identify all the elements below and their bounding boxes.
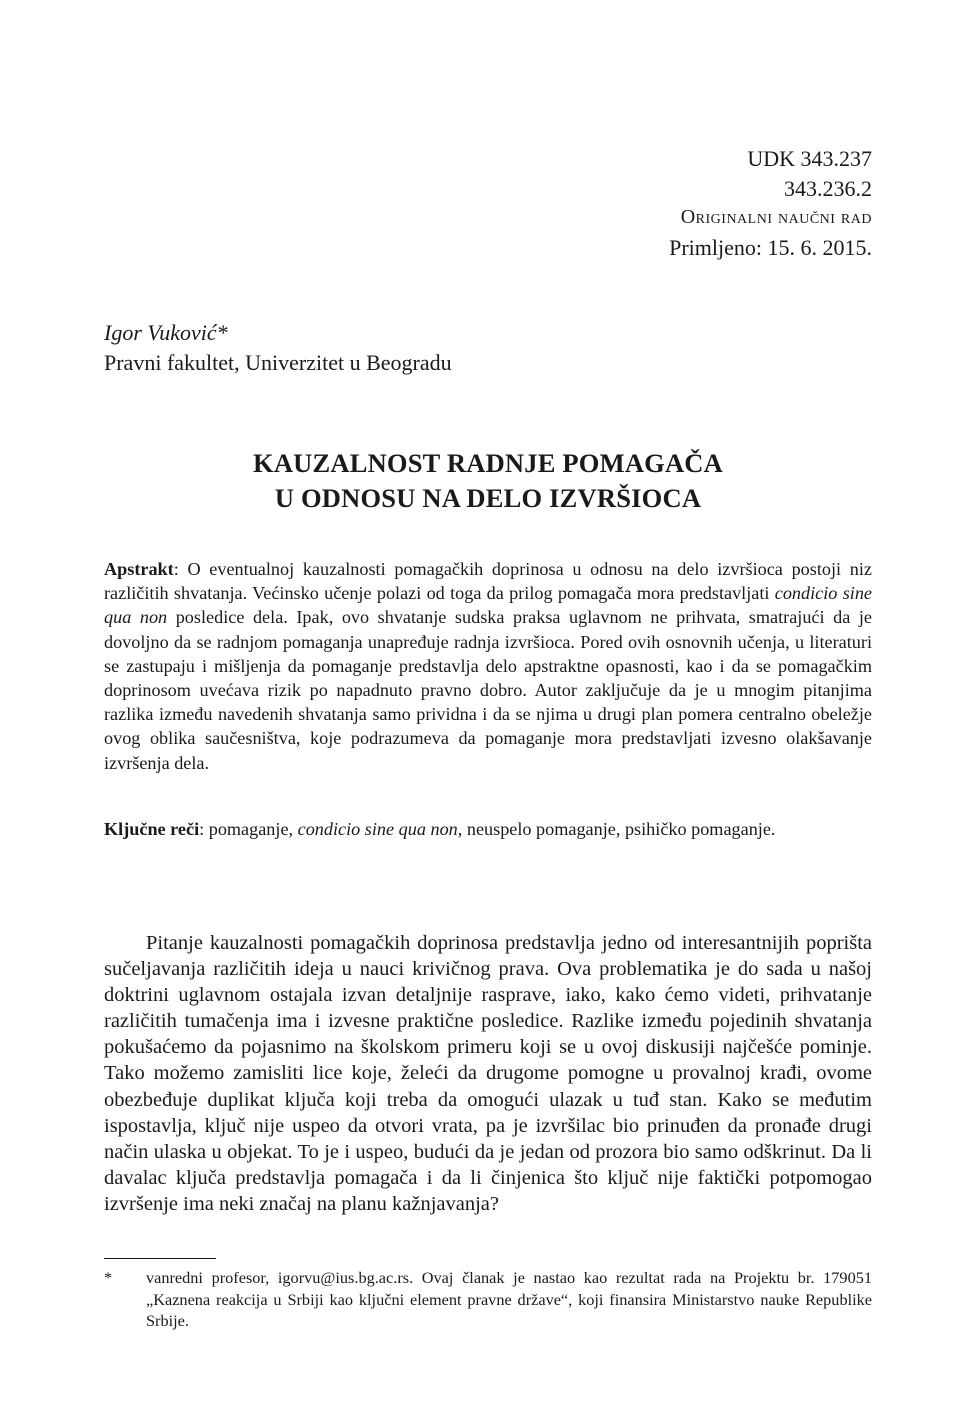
keywords <box>104 817 872 841</box>
paper-type: Originalni naučni rad <box>680 206 872 228</box>
abstract <box>104 557 872 775</box>
keywords-text-1: : pomaganje, <box>199 819 298 839</box>
abstract-text-2: posledice dela. Ipak, ovo shvatanje sudska praksa uglavnom ne prihvata, smatrajući da je dovoljno da se radnjom pomaganja unapređuje radnja izvršioca. Pored ovih osnovnih učenja, u literaturi se zastupaju i mišljenja da pomaganje predstavlja delo apstraktne opasnosti, kao i da se pomagačkim doprinosom uvećava rizik po napadnuto pravno dobro. Autor zaključuje da je u mnogim pitanjima razlika između navedenih shvatanja samo prividna i da se njima u drugi plan pomera centralno obeležje ovog oblika saučesništva, koje podrazumeva da pomaganje mora predstavljati izvesno olakšavanje izvršenja dela. <box>104 607 872 773</box>
body-paragraph: Pitanje kauzalnosti pomagačkih doprinosa predstavlja jedno od interesantnijih poprišta sučeljavanja različitih ideja u nauci krivičnog prava. Ova problematika je do sada u našoj doktrini uglavnom ostajala izvan detaljnije rasprave, iako, kako ćemo videti, prihvatanje različitih tumačenja ima i izvesne praktične posledice. Razlike između pojedinih shvatanja pokušaćemo da pojasnimo na školskom primeru koji se u ovoj diskusiji najčešće pominje. Tako možemo zamisliti lice koje, želeći da drugome pomogne u provalnoj krađi, ovome obezbeđuje duplikat ključa koji treba da omogući ulazak u tuđ stan. Kako se međutim ispostavlja, ključ nije uspeo da otvori vrata, pa je izvršilac bio prinuđen da pronađe drugi način ulaska u objekat. To je i uspeo, budući da je jedan od prozora bio samo odškrinut. Da li davalac ključa predstavlja pomagača i da li činjenica što ključ nije faktički potpomogao izvršenje ima neki značaj na planu kažnjavanja? <box>104 932 872 1215</box>
author-name: Igor Vuković* <box>104 320 228 345</box>
abstract-label: Apstrakt <box>104 559 174 579</box>
abstract-italic-term: condicio sine qua non <box>104 583 872 628</box>
author-affiliation: Pravni fakultet, Univerzitet u Beogradu <box>104 350 452 375</box>
keywords-label: Ključne reči <box>104 819 200 839</box>
classification-block <box>669 144 872 262</box>
udk-code: UDK 343.237 <box>747 146 872 171</box>
udk-code-secondary: 343.236.2 <box>784 175 872 201</box>
keywords-text-2: , neuspelo pomaganje, psihičko pomaganje. <box>457 819 776 839</box>
footnote <box>104 1267 872 1332</box>
title-line-1: KAUZALNOST RADNJE POMAGAČA <box>253 448 723 478</box>
footnote-text: vanredni profesor, igorvu@ius.bg.ac.rs. Ovaj članak je nastao kao rezultat rada na Projektu br. 179051 „Kaznena reakcija u Srbiji kao ključni element pravne države“, koji finansira Ministarstvo nauke Republike Srbije. <box>146 1268 872 1331</box>
author-block <box>104 318 452 378</box>
title-line-2: U ODNOSU NA DELO IZVRŠIOCA <box>274 483 702 513</box>
abstract-text-1: : O eventualnoj kauzalnosti pomagačkih doprinosa u odnosu na delo izvršioca postoji niz različitih shvatanja. Većinsko učenje polazi od toga da prilog pomagača mora predstavljati <box>104 559 872 604</box>
keywords-italic-term: condicio sine qua non <box>297 819 458 839</box>
footnote-divider <box>104 1258 216 1259</box>
footnote-mark: * <box>104 1268 113 1287</box>
paper-title <box>104 446 872 516</box>
received-date: Primljeno: 15. 6. 2015. <box>669 234 872 260</box>
